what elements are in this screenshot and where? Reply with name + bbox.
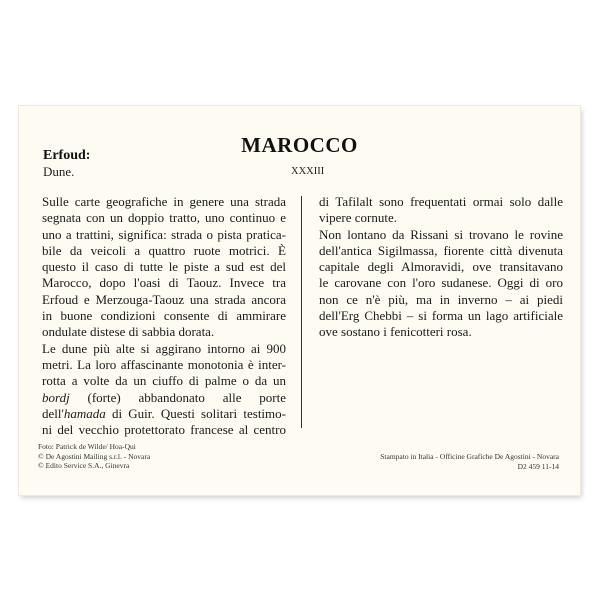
text-line: ni del vecchio protettorato francese al centro [42, 422, 286, 438]
text-line: le carovane con l'oro sudanese. Oggi di oro [319, 275, 563, 291]
text-line: in buone condizioni consente di ammirare [42, 308, 286, 324]
text-line: bordj (forte) abbandonato alle porte [42, 389, 286, 405]
text-line: segnata con un doppio tratto, uno continuo e [42, 210, 286, 226]
credit-line: Foto: Patrick de Wilde/ Hoa-Qui [38, 442, 136, 451]
text-line: ondulate distese di sabbia dorata. [42, 324, 215, 340]
text-line: dell'Erg Chebbi – si forma un lago artificiale [319, 308, 563, 324]
column-divider [301, 196, 302, 428]
text-line: di Tafilalt sono frequentati ormai solo dalle [319, 194, 563, 209]
card-title: MAROCCO [241, 133, 358, 157]
italic-word: bordj [42, 389, 70, 405]
text-line: vipere cornute. [319, 210, 397, 226]
subject-label: Dune. [43, 164, 75, 179]
text-line: ove sostano i fenicotteri rosa. [319, 324, 472, 340]
text-line: Sulle carte geografiche in genere una strada [42, 194, 286, 209]
text-column-right [319, 194, 563, 341]
text-line: Le dune più alte si aggirano intorno ai 900 [42, 340, 286, 356]
italic-word: hamada [63, 405, 106, 421]
text-line: Marocco, dopo l'oasi di Taouz. Invece tra [42, 275, 286, 291]
text-line: Non lontano da Rissani si trovano le rovine [319, 226, 563, 242]
text-line: capitale degli Almoravidi, ove transitavano [319, 259, 563, 275]
text-line: dell'hamada di Guir. Questi solitari testimo- [42, 405, 286, 421]
text-line: dell'antica Sigilmassa, fiorente città divenuta [319, 242, 563, 258]
postcard-back [19, 106, 580, 495]
text-line: rotta a volte da un ciuffo di palme o da un [42, 373, 286, 389]
card-number: XXXIII [291, 166, 325, 177]
place-name: Erfoud: [43, 148, 91, 163]
text-line: Erfoud e Merzouga-Taouz una strada ancora [42, 291, 286, 307]
print-code: D2 459 11-14 [517, 461, 559, 471]
photo-credits [38, 442, 150, 471]
printer-line: Stampato in Italia - Officine Grafiche De Agostini - Novara [380, 452, 559, 461]
credit-line: © De Agostini Mailing s.r.l. - Novara [38, 451, 151, 461]
text-line: questo il caso di tutte le piste a sud est del [42, 259, 286, 275]
text-line: non ce n'è più, ma in inverno – ai piedi [319, 291, 563, 307]
printer-info [380, 452, 559, 471]
credit-line: © Edito Service S.A., Ginevra [38, 461, 130, 470]
text-line: metri. La loro affascinante monotonia è inter- [42, 356, 286, 372]
text-line: uno a trattini, significa: strada o pista pratica- [42, 226, 286, 242]
text-line: bile da veicoli a quattro ruote motrici. È [42, 242, 286, 258]
text-column-left [42, 194, 286, 438]
